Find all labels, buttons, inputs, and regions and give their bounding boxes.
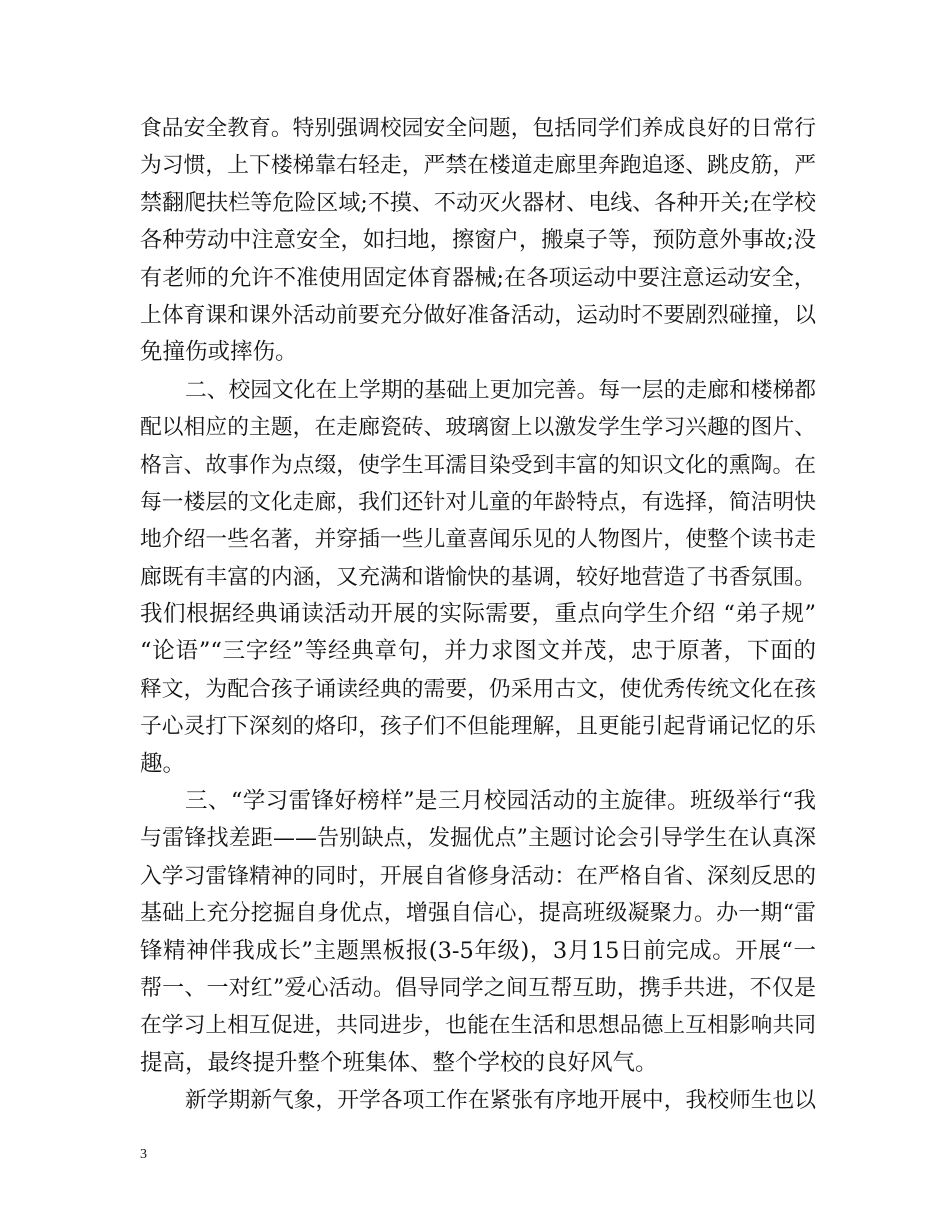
page-number: 3 [140,1147,147,1162]
text-line: 帮一、一对红”爱心活动。倡导同学之间互帮互助，携手共进，不仅是 [140,975,816,1001]
text-line: 上体育课和课外活动前要充分做好准备活动，运动时不要剧烈碰撞，以 [140,302,816,328]
text-line: 我们根据经典诵读活动开展的实际需要，重点向学生介绍 “弟子规” [140,601,816,628]
text-line: 子心灵打下深刻的烙印，孩子们不但能理解，且更能引起背诵记忆的乐 [140,714,816,740]
text-line: 每一楼层的文化走廊，我们还针对儿童的年龄特点，有选择，简洁明快 [140,489,816,515]
text-line: 免撞伤或摔伤。 [140,339,298,366]
text-line: 有老师的允许不准使用固定体育器械;在各项运动中要注意运动安全， [140,264,816,291]
text-line: 禁翻爬扶栏等危险区域;不摸、不动灭火器材、电线、各种开关;在学校 [140,190,816,216]
text-line: 二、校园文化在上学期的基础上更加完善。每一层的走廊和楼梯都 [185,377,816,403]
text-line: 在学习上相互促进，共同进步，也能在生活和思想品德上互相影响共同 [140,1013,816,1039]
text-line: 入学习雷锋精神的同时，开展自省修身活动：在严格自省、深刻反思的 [140,863,816,889]
text-line: 锋精神伴我成长”主题黑板报(3-5年级)，3月15日前完成。开展“一 [140,937,816,964]
text-line: 释文，为配合孩子诵读经典的需要，仍采用古文，使优秀传统文化在孩 [140,676,816,702]
text-line: 配以相应的主题，在走廊瓷砖、玻璃窗上以激发学生学习兴趣的图片、 [140,415,816,441]
body-text [140,110,816,1120]
text-line: 提高，最终提升整个班集体、整个学校的良好风气。 [140,1049,658,1076]
text-line: 三、“学习雷锋好榜样”是三月校园活动的主旋律。班级举行“我 [185,788,816,815]
text-line: 趣。 [140,750,186,777]
text-line: 食品安全教育。特别强调校园安全问题，包括同学们养成良好的日常行 [140,116,816,141]
text-line: 为习惯，上下楼梯靠右轻走，严禁在楼道走廊里奔跑追逐、跳皮筋，严 [140,153,816,179]
text-line: 基础上充分挖掘自身优点，增强自信心，提高班级凝聚力。办一期“雷 [140,901,816,927]
text-line: “论语”“三字经”等经典章句，并力求图文并茂，忠于原著，下面的 [140,638,816,665]
text-line: 与雷锋找差距——告别缺点，发掘优点”主题讨论会引导学生在认真深 [140,826,816,852]
text-line: 各种劳动中注意安全，如扫地，擦窗户，搬桌子等，预防意外事故;没 [140,227,816,254]
text-line: 格言、故事作为点缀，使学生耳濡目染受到丰富的知识文化的熏陶。在 [140,452,816,478]
text-line: 廊既有丰富的内涵，又充满和谐愉快的基调，较好地营造了书香氛围。 [140,564,816,590]
text-line: 新学期新气象，开学各项工作在紧张有序地开展中，我校师生也以 [185,1088,816,1114]
text-line: 地介绍一些名著，并穿插一些儿童喜闻乐见的人物图片，使整个读书走 [140,527,816,553]
